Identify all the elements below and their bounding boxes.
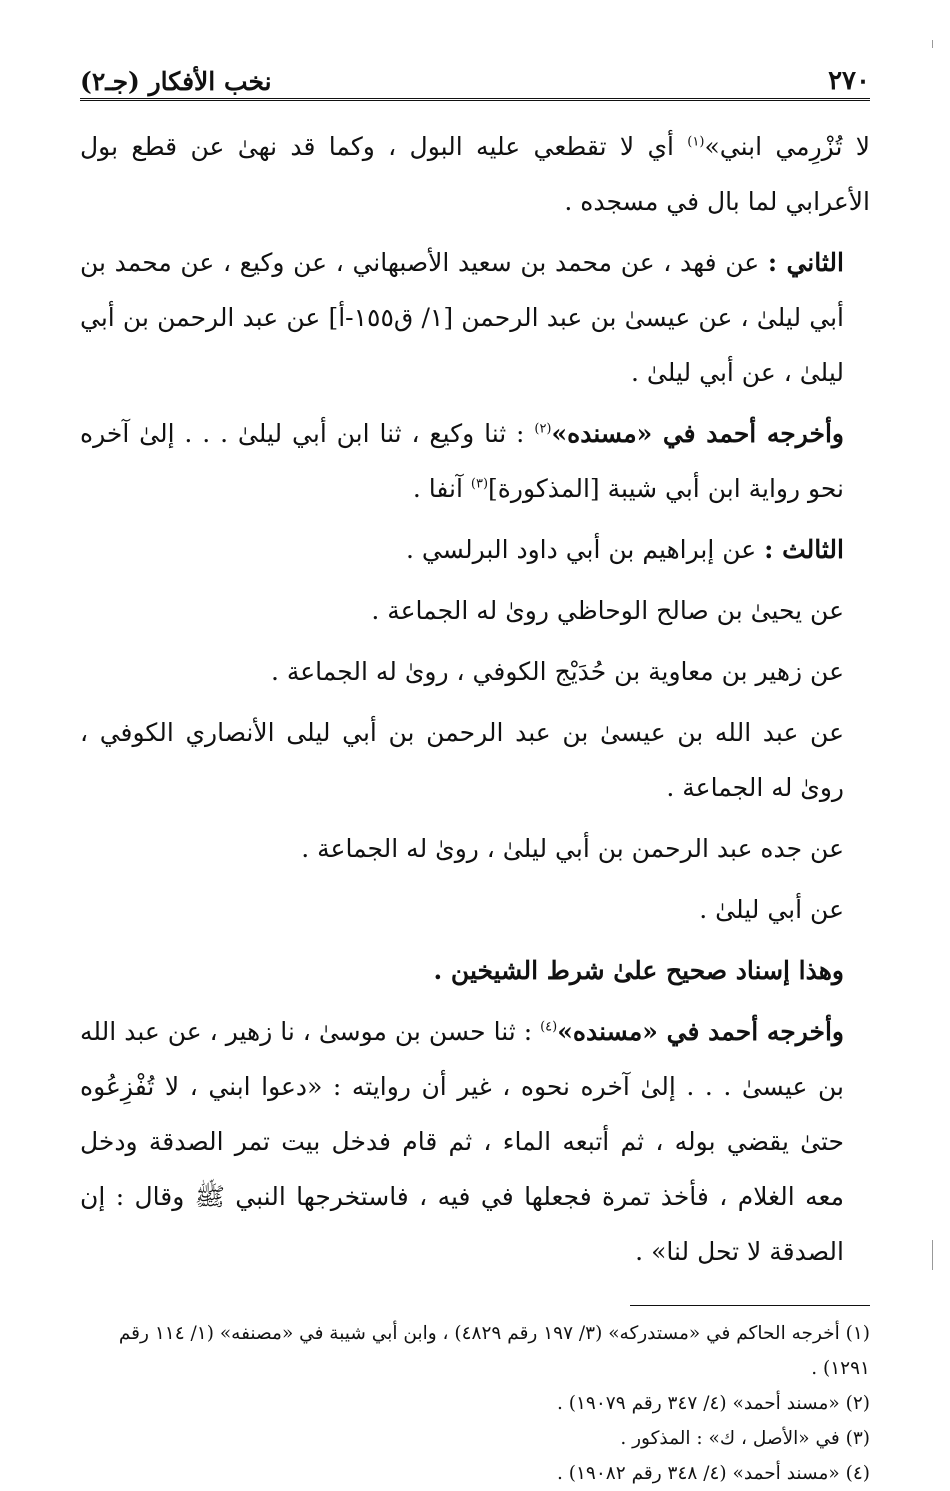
paragraph: الثالث : عن إبراهيم بن أبي داود البرلسي . [405, 535, 844, 564]
footnotes [80, 1316, 870, 1491]
section-lead: وهذا إسناد صحيح علىٰ شرط الشيخين . [433, 956, 844, 985]
footnote-ref[interactable]: (١) [687, 134, 705, 150]
footnote [80, 1456, 870, 1491]
footnote-text: «مسند أحمد» (٤/ ٣٤٧ رقم ١٩٠٧٩) . [557, 1393, 840, 1414]
paragraph: عن أبي ليلىٰ . [699, 895, 844, 924]
section-lead: وأخرجه أحمد في «مسنده» [551, 419, 844, 448]
paragraph: وأخرجه أحمد في «مسنده»$^{(٢)}$ : ثنا وكيع ، ثنا ابن أبي ليلىٰ . . . إلىٰ آخره نحو رواية ابن أبي شيبة [المذكورة]$^{(٣)}$ آنفا . [80, 419, 844, 503]
scan-edge-mark [932, 40, 933, 48]
paragraph: الثاني : عن فهد ، عن محمد بن سعيد الأصبهاني ، عن وكيع ، عن محمد بن أبي ليلىٰ ، عن عيسىٰ بن عبد الرحمن [١/ ق١٥٥-أ] عن عبد الرحمن بن أبي ليلىٰ ، عن أبي ليلىٰ . [80, 248, 844, 387]
header-rule [80, 98, 870, 101]
paragraph: وأخرجه أحمد في «مسنده»$^{(٤)}$ : ثنا حسن بن موسىٰ ، نا زهير ، عن عبد الله بن عيسىٰ . . . إلىٰ آخره نحوه ، غير أن روايته : «دعوا ابني ، لا تُفْزِعُوه حتىٰ يقضي بوله ، ثم أتبعه الماء ، ثم قام فدخل بيت تمر الصدقة ودخل معه الغلام ، فأخذ تمرة فجعلها في فيه ، فاستخرجها النبي ﷺ وقال : إن الصدقة لا تحل لنا» . [80, 1017, 844, 1266]
paragraph: عن زهير بن معاوية بن حُدَيْج الكوفي ، روىٰ له الجماعة . [270, 657, 844, 686]
footnotes-divider [630, 1305, 870, 1306]
book-title: نخب الأفكار (جـ٢) [80, 67, 272, 96]
footnote-text: أخرجه الحاكم في «مستدركه» (٣/ ١٩٧ رقم ٤٨٢٩) ، وابن أبي شيبة في «مصنفه» (١/ ١١٤ رقم ١٢٩١) . [118, 1323, 870, 1379]
page-number: ٢٧٠ [828, 66, 870, 96]
section-lead: الثاني : [767, 248, 844, 277]
paragraph [80, 943, 870, 998]
footnote-number: (٣) [845, 1428, 870, 1449]
running-header [80, 52, 870, 96]
footnote [80, 1316, 870, 1386]
scan-edge-mark [932, 1240, 933, 1270]
main-text [80, 119, 870, 1279]
footnote-text: «مسند أحمد» (٤/ ٣٤٨ رقم ١٩٠٨٢) . [557, 1463, 840, 1484]
footnote-ref[interactable]: (٤) [540, 1019, 558, 1035]
paragraph: عن يحيىٰ بن صالح الوحاظي روىٰ له الجماعة . [371, 596, 844, 625]
section-lead: الثالث : [764, 535, 844, 564]
paragraph: لا تُزْرِمي ابني»$^{(١)}$ أي لا تقطعي عليه البول ، وكما قد نهىٰ عن قطع بول الأعرابي لما بال في مسجده . [80, 132, 870, 216]
footnote-number: (٤) [845, 1463, 870, 1484]
paragraph: عن عبد الله بن عيسىٰ بن عبد الرحمن بن أبي ليلى الأنصاري الكوفي ، روىٰ له الجماعة . [80, 718, 844, 802]
book-page [80, 52, 870, 1491]
paragraph: عن جده عبد الرحمن بن أبي ليلىٰ ، روىٰ له الجماعة . [301, 834, 844, 863]
section-lead: وأخرجه أحمد في «مسنده» [557, 1017, 844, 1046]
footnote-number: (١) [845, 1323, 870, 1344]
footnote-ref[interactable]: (٣) [470, 476, 489, 492]
footnote-ref[interactable]: (٢) [534, 421, 552, 437]
footnote-text: في «الأصل ، ك» : المذكور . [620, 1428, 840, 1449]
footnote-number: (٢) [845, 1393, 870, 1414]
footnote [80, 1421, 870, 1456]
footnote [80, 1386, 870, 1421]
